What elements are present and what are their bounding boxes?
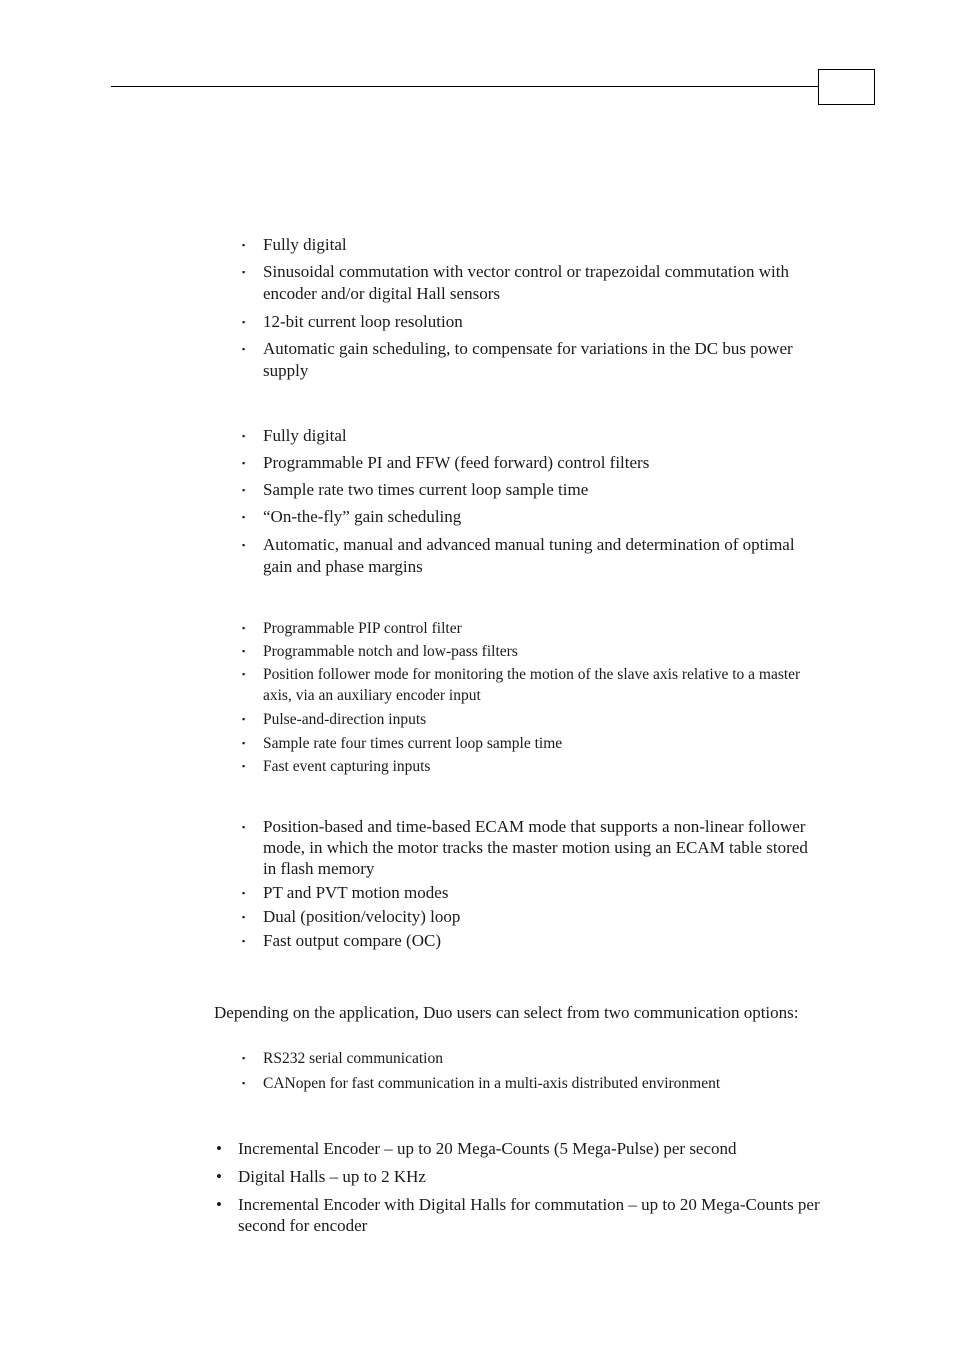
page-number-box [818, 69, 875, 105]
list-item: ▪ RS232 serial communication [242, 1050, 443, 1067]
square-bullet-icon: ▪ [242, 1053, 246, 1063]
round-bullet-icon: • [216, 1195, 222, 1214]
square-bullet-icon: ▪ [242, 669, 246, 679]
list-item: ▪ Automatic gain scheduling, to compensate for variations in the DC bus power supply [242, 339, 793, 380]
round-bullet-icon: • [216, 1167, 222, 1186]
square-bullet-icon: ▪ [242, 1078, 246, 1088]
list-item: • Digital Halls – up to 2 KHz [216, 1167, 426, 1186]
list-item: ▪ Sinusoidal commutation with vector control or trapezoidal commutation with encoder and/or digital Hall sensors [242, 262, 789, 303]
list-item: ▪ Position follower mode for monitoring the motion of the slave axis relative to a master axis, via an auxiliary encoder input [242, 666, 801, 704]
square-bullet-icon: ▪ [242, 936, 246, 946]
list-item: ▪ 12-bit current loop resolution [242, 312, 463, 331]
list-item: ▪ Pulse-and-direction inputs [242, 711, 427, 728]
square-bullet-icon: ▪ [242, 267, 246, 277]
list-item: ▪ Programmable PIP control filter [242, 620, 462, 637]
position-loop-list [0, 618, 954, 777]
list-item: ▪ “On-the-fly” gain scheduling [242, 507, 462, 526]
square-bullet-icon: ▪ [242, 540, 246, 550]
square-bullet-icon: ▪ [242, 912, 246, 922]
square-bullet-icon: ▪ [242, 888, 246, 898]
round-bullet-icon: • [216, 1139, 222, 1158]
list-item: ▪ Programmable PI and FFW (feed forward) control filters [242, 453, 650, 472]
position-loop-section [0, 618, 954, 777]
square-bullet-icon: ▪ [242, 240, 246, 250]
square-bullet-icon: ▪ [242, 714, 246, 724]
square-bullet-icon: ▪ [242, 317, 246, 327]
list-item: ▪ Fully digital [242, 235, 347, 254]
square-bullet-icon: ▪ [242, 344, 246, 354]
communication-section [0, 1048, 954, 1094]
list-item: • Incremental Encoder with Digital Halls for commutation – up to 20 Mega-Counts per second for encoder [216, 1195, 820, 1235]
communication-intro: Depending on the application, Duo users can select from two communication options: [214, 1003, 799, 1022]
advanced-position-list [0, 816, 954, 952]
square-bullet-icon: ▪ [242, 512, 246, 522]
square-bullet-icon: ▪ [242, 485, 246, 495]
list-item: ▪ Programmable notch and low-pass filters [242, 643, 518, 660]
list-item: ▪ Automatic, manual and advanced manual tuning and determination of optimal gain and phase margins [242, 535, 795, 576]
square-bullet-icon: ▪ [242, 458, 246, 468]
header-rule [111, 86, 819, 87]
square-bullet-icon: ▪ [242, 761, 246, 771]
list-item: ▪ Fast event capturing inputs [242, 758, 431, 775]
list-item: • Incremental Encoder – up to 20 Mega-Counts (5 Mega-Pulse) per second [216, 1139, 737, 1158]
velocity-loop-list [0, 425, 954, 578]
list-item: ▪ Dual (position/velocity) loop [242, 907, 461, 926]
square-bullet-icon: ▪ [242, 738, 246, 748]
list-item: ▪ Position-based and time-based ECAM mode that supports a non-linear follower mode, in which the motor tracks the master motion using an ECAM table stored in flash memory [242, 817, 808, 878]
advanced-position-section [0, 816, 954, 952]
communication-list [0, 1048, 954, 1094]
current-loop-section [0, 234, 954, 382]
square-bullet-icon: ▪ [242, 646, 246, 656]
square-bullet-icon: ▪ [242, 623, 246, 633]
list-item: ▪ CANopen for fast communication in a multi-axis distributed environment [242, 1075, 721, 1092]
current-loop-list [0, 234, 954, 382]
square-bullet-icon: ▪ [242, 431, 246, 441]
list-item: ▪ Sample rate two times current loop sample time [242, 480, 589, 499]
feedback-list [0, 1138, 954, 1236]
list-item: ▪ Sample rate four times current loop sample time [242, 735, 563, 752]
feedback-section [0, 1138, 954, 1236]
list-item: ▪ Fully digital [242, 426, 347, 445]
velocity-loop-section [0, 425, 954, 578]
list-item: ▪ Fast output compare (OC) [242, 931, 441, 950]
list-item: ▪ PT and PVT motion modes [242, 883, 449, 902]
square-bullet-icon: ▪ [242, 822, 246, 832]
